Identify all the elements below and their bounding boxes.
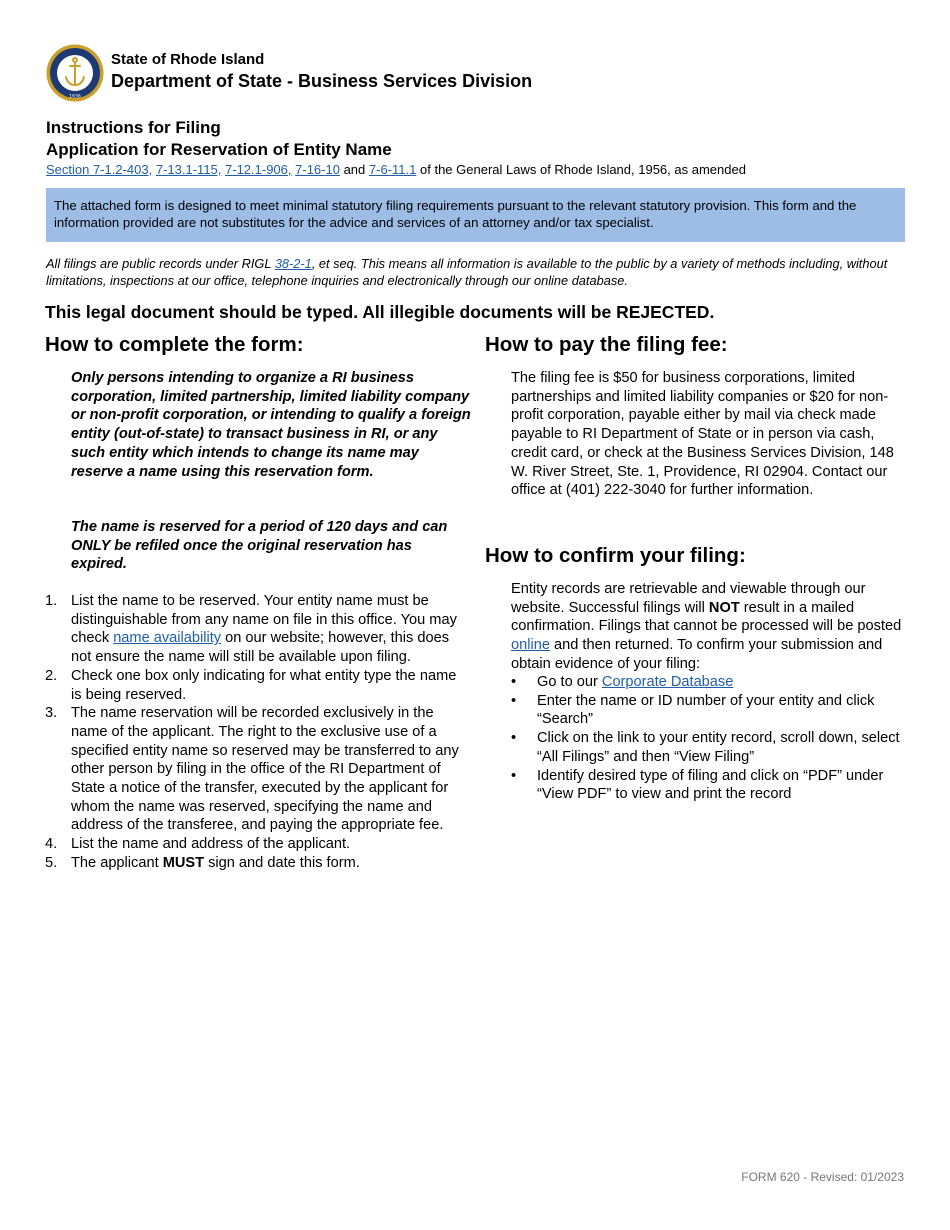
bullet-1-pre: Go to our <box>537 674 598 690</box>
confirm-pre: Entity records are retrievable and viewable through our website. Successful filings will <box>511 581 866 616</box>
step-number: 3. <box>45 705 58 722</box>
confirm-steps-list <box>511 673 906 804</box>
name-availability-link[interactable]: name availability <box>113 630 222 647</box>
step-1-post: on our website; however, this does not ensure the name will still be available upon filing. <box>71 630 450 666</box>
step-number: 5. <box>45 854 58 871</box>
statute-link-7-16-10[interactable]: 7-16-10 <box>295 162 340 177</box>
bullet-2-text: Enter the name or ID number of your entity and click “Search” <box>537 692 875 728</box>
list-item <box>511 692 906 729</box>
pay-fee-text: The filing fee is $50 for business corporations, limited partnerships and limited liability companies or $20 for non-profit corporation, payable either by mail via check made payable to RI Department of State or in person via cash, credit card, or check at the Business Services Division, 148 W. River Street, Ste. 1, Providence, RI 02904. Contact our office at (401) 222-3040 for further information. <box>511 370 894 499</box>
step-number: 2. <box>45 667 58 684</box>
list-item <box>511 673 906 692</box>
public-records-prefix: All filings are public records under RIGL <box>46 256 272 271</box>
complete-steps-list <box>45 592 470 873</box>
step-5-pre: The applicant <box>71 854 159 871</box>
corporate-database-link[interactable]: Corporate Database <box>601 674 734 690</box>
disclaimer-box: The attached form is designed to meet minimal statutory filing requirements pursuant to the relevant statutory provision. This form and the information provided are not substitutes for the advice and services of an attorney and/or tax specialist. <box>46 188 905 242</box>
confirm-filing-heading: How to confirm your filing: <box>485 544 746 567</box>
step-number: 4. <box>45 836 58 853</box>
statute-references <box>46 162 926 177</box>
form-revision-footer: FORM 620 - Revised: 01/2023 <box>741 1170 904 1184</box>
complete-intro-1: Only persons intending to organize a RI business corporation, limited partnership, limited liability company or non-profit corporation, or intending to qualify a foreign entity (out-of-state) to transact business in RI, or any such entity which intends to change its name may reserve a name using this reservation form. <box>71 370 471 480</box>
list-item <box>511 767 906 804</box>
title-line-1: Instructions for Filing <box>46 118 221 137</box>
statute-link-7-12.1-906[interactable]: 7-12.1-906, <box>225 162 292 177</box>
rigl-38-2-1-link[interactable]: 38-2-1 <box>274 256 312 271</box>
list-item <box>45 592 470 667</box>
public-records-notice <box>46 255 906 289</box>
step-4-text: List the name and address of the applicant. <box>71 836 351 853</box>
list-item <box>45 854 470 873</box>
confirm-post: and then returned. To confirm your submission and obtain evidence of your filing: <box>511 637 883 672</box>
step-5-bold: MUST <box>162 854 205 871</box>
bullet: • <box>511 692 517 709</box>
step-5-post: sign and date this form. <box>208 854 360 871</box>
statute-and: and <box>343 162 366 177</box>
statute-link-7-1.2-403[interactable]: Section 7-1.2-403, <box>46 162 153 177</box>
seal-year: 1636 <box>69 94 81 100</box>
typed-warning: This legal document should be typed. All illegible documents will be REJECTED. <box>45 302 715 322</box>
online-link[interactable]: online <box>511 637 550 654</box>
rhode-island-seal <box>46 44 104 102</box>
statute-link-7-13.1-115[interactable]: 7-13.1-115, <box>155 162 222 177</box>
step-1-pre: List the name to be reserved. Your entity name must be distinguishable from any name on file in this office. You may check <box>71 593 457 647</box>
complete-form-heading: How to complete the form: <box>45 333 304 356</box>
confirm-filing-paragraph <box>511 580 906 674</box>
step-3-text: The name reservation will be recorded exclusively in the name of the applicant. The right to the exclusive use of a specified entity name so reserved may be transferred to any other person by filing in the office of the RI Department of State a notice of the transfer, executed by the applicant for whom the name was reserved, specifying the name and address of the transferee, and paying the appropriate fee. <box>71 705 459 834</box>
confirm-mid: result in a mailed confirmation. Filings that cannot be processed will be posted <box>511 599 902 635</box>
step-number: 1. <box>45 593 58 609</box>
title-line-2: Application for Reservation of Entity Name <box>46 140 392 159</box>
department-name: Department of State - Business Services Division <box>111 71 533 91</box>
pay-fee-heading: How to pay the filing fee: <box>485 333 728 356</box>
statute-link-7-6-11.1[interactable]: 7-6-11.1 <box>368 162 417 177</box>
confirm-not: NOT <box>708 599 740 616</box>
bullet-4-text: Identify desired type of filing and click on “PDF” under “View PDF” to view and print the record <box>537 767 884 803</box>
bullet-3-text: Click on the link to your entity record, scroll down, select “All Filings” and then “View Filing” <box>537 730 900 765</box>
bullet: • <box>511 674 517 690</box>
state-name: State of Rhode Island <box>111 51 265 68</box>
bullet: • <box>511 767 517 784</box>
list-item <box>511 729 906 766</box>
list-item <box>45 704 470 835</box>
complete-intro-2: The name is reserved for a period of 120 days and can ONLY be refiled once the original reservation has expired. <box>71 519 448 573</box>
list-item <box>45 667 470 704</box>
list-item <box>45 835 470 854</box>
public-records-suffix: , et seq. This means all information is available to the public by a variety of methods including, without limitations, inspections at our office, telephone inquiries and electronically through our online database. <box>46 256 888 288</box>
bullet: • <box>511 730 517 747</box>
statute-suffix: of the General Laws of Rhode Island, 1956, as amended <box>420 162 746 177</box>
step-2-text: Check one box only indicating for what entity type the name is being reserved. <box>71 667 457 703</box>
